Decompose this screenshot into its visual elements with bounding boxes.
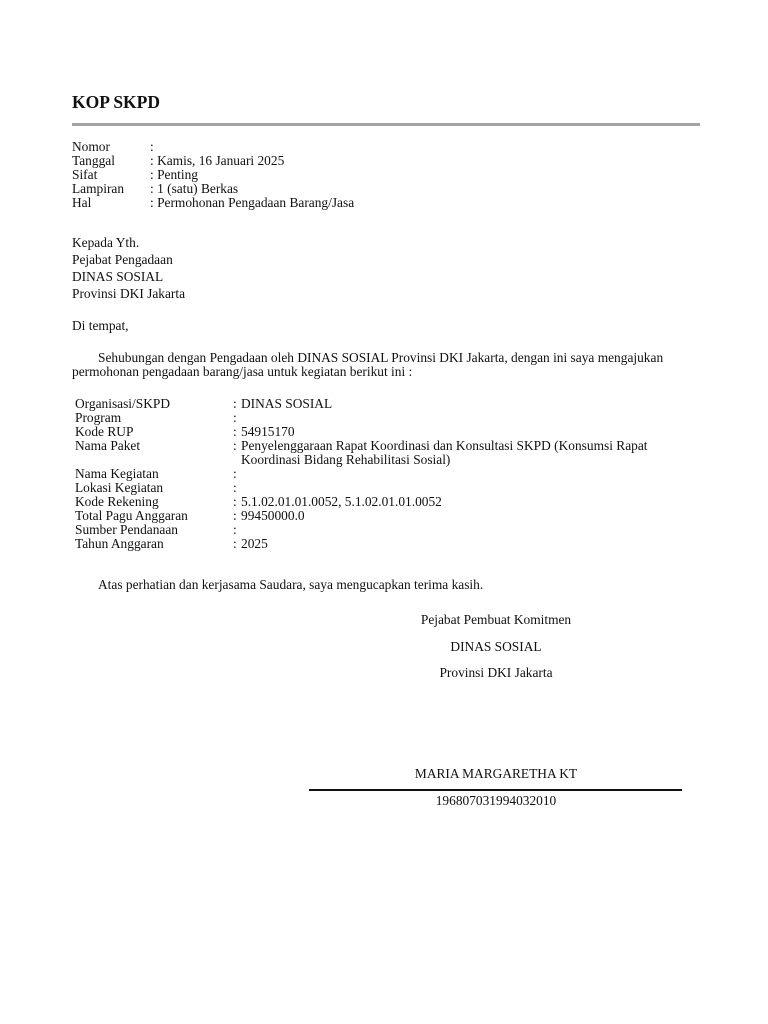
detail-colon: : xyxy=(233,536,237,551)
detail-label: Kode Rekening xyxy=(75,494,159,509)
detail-label: Nama Paket xyxy=(75,438,141,453)
detail-value: 2025 xyxy=(241,536,268,551)
meta-row xyxy=(72,140,354,154)
detail-label: Nama Kegiatan xyxy=(75,466,159,481)
detail-row xyxy=(75,523,675,537)
detail-value: DINAS SOSIAL xyxy=(241,396,333,411)
detail-colon: : xyxy=(233,480,237,495)
letterhead-title: KOP SKPD xyxy=(72,92,160,112)
intro-paragraph xyxy=(72,351,672,379)
recipient-province: Provinsi DKI Jakarta xyxy=(72,286,186,301)
signatory-name: MARIA MARGARETHA KT xyxy=(414,766,578,781)
intro-text: Sehubungan dengan Pengadaan oleh DINAS SOSIAL Provinsi DKI Jakarta, dengan ini saya mengajukan permohonan pengadaan barang/jasa untuk kegiatan berikut ini : xyxy=(72,350,664,379)
meta-row xyxy=(72,168,354,182)
detail-colon: : xyxy=(233,424,237,439)
details-table xyxy=(75,397,675,551)
meta-label: Nomor xyxy=(72,139,110,154)
letter-meta xyxy=(72,140,354,210)
detail-row xyxy=(75,509,675,523)
detail-label: Total Pagu Anggaran xyxy=(75,508,188,523)
detail-label: Sumber Pendanaan xyxy=(75,522,179,537)
detail-colon: : xyxy=(233,508,237,523)
detail-row xyxy=(75,467,675,481)
meta-value: : Penting xyxy=(150,167,198,182)
detail-label: Tahun Anggaran xyxy=(75,536,164,551)
detail-colon: : xyxy=(233,466,237,481)
detail-value: 54915170 xyxy=(241,424,295,439)
closing-paragraph: Atas perhatian dan kerjasama Saudara, saya mengucapkan terima kasih. xyxy=(98,577,484,592)
meta-row xyxy=(72,196,354,210)
recipient-greeting: Kepada Yth. xyxy=(72,235,140,250)
detail-colon: : xyxy=(233,438,237,453)
meta-row xyxy=(72,154,354,168)
detail-value xyxy=(241,523,675,537)
meta-label: Tanggal xyxy=(72,153,115,168)
signature-line xyxy=(309,789,682,791)
detail-row xyxy=(75,425,675,439)
meta-value: : 1 (satu) Berkas xyxy=(150,181,239,196)
recipient-block xyxy=(72,234,185,302)
recipient-agency: DINAS SOSIAL xyxy=(72,269,164,284)
detail-colon: : xyxy=(233,410,237,425)
place-line: Di tempat, xyxy=(72,318,129,333)
detail-row xyxy=(75,495,675,509)
meta-value: : Kamis, 16 Januari 2025 xyxy=(150,153,285,168)
meta-value: : xyxy=(150,139,154,154)
signatory-nip: 196807031994032010 xyxy=(435,793,557,808)
detail-value: Penyelenggaraan Rapat Koordinasi dan Konsultasi SKPD (Konsumsi Rapat Koordinasi Bidang Rehabilitasi Sosial) xyxy=(241,438,648,467)
detail-row xyxy=(75,439,675,467)
detail-value: 99450000.0 xyxy=(241,508,305,523)
detail-row xyxy=(75,411,675,425)
detail-value: 5.1.02.01.01.0052, 5.1.02.01.01.0052 xyxy=(241,494,442,509)
detail-label: Organisasi/SKPD xyxy=(75,396,170,411)
meta-label: Hal xyxy=(72,195,92,210)
signatory-agency: DINAS SOSIAL xyxy=(450,639,542,654)
detail-label: Program xyxy=(75,410,122,425)
meta-row xyxy=(72,182,354,196)
detail-value xyxy=(241,411,675,425)
meta-label: Sifat xyxy=(72,167,98,182)
detail-label: Lokasi Kegiatan xyxy=(75,480,164,495)
meta-value: : Permohonan Pengadaan Barang/Jasa xyxy=(150,195,355,210)
detail-label: Kode RUP xyxy=(75,424,134,439)
detail-colon: : xyxy=(233,494,237,509)
detail-colon: : xyxy=(233,396,237,411)
detail-row xyxy=(75,537,675,551)
recipient-position: Pejabat Pengadaan xyxy=(72,252,173,267)
signatory-province: Provinsi DKI Jakarta xyxy=(439,665,553,680)
meta-label: Lampiran xyxy=(72,181,125,196)
detail-value xyxy=(241,467,675,481)
signatory-title: Pejabat Pembuat Komitmen xyxy=(420,612,572,627)
detail-row xyxy=(75,481,675,495)
detail-value xyxy=(241,481,675,495)
letterhead-rule xyxy=(72,123,700,126)
detail-colon: : xyxy=(233,522,237,537)
detail-row xyxy=(75,397,675,411)
